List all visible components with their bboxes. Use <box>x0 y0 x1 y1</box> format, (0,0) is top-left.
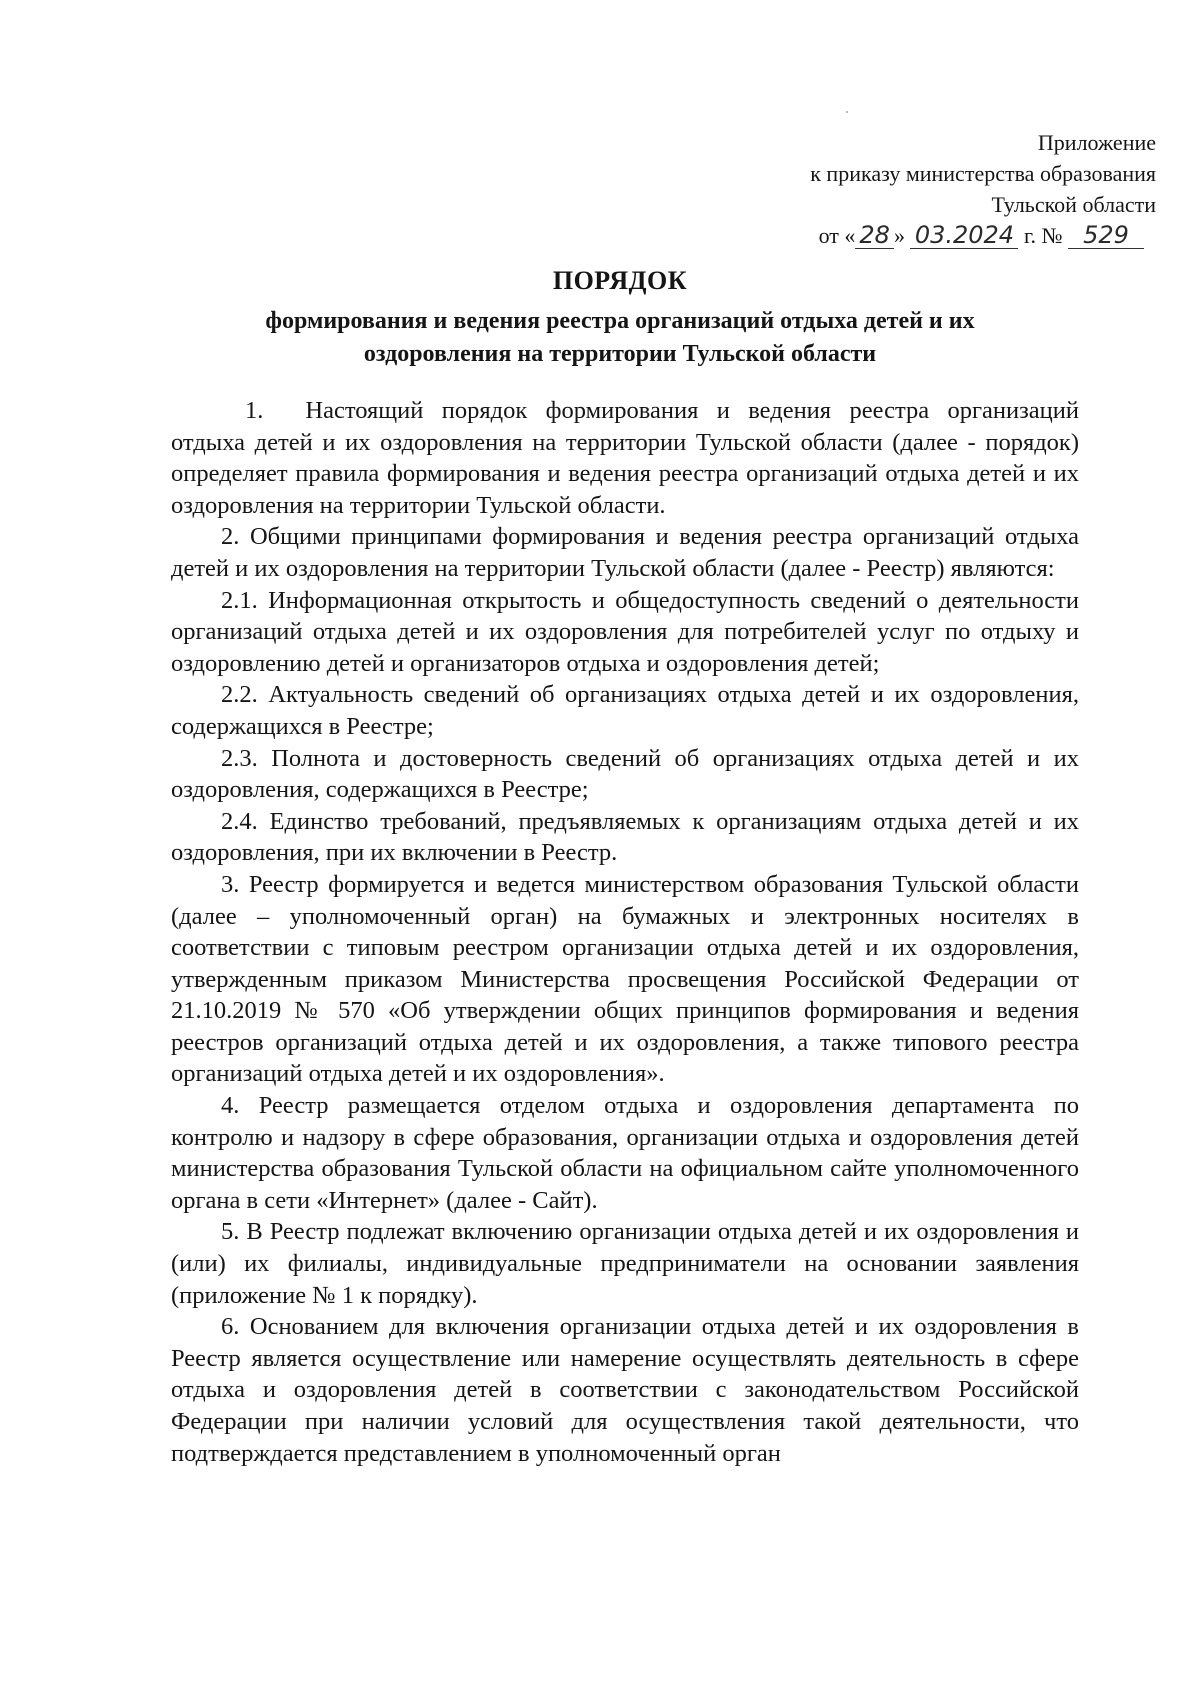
document-body <box>171 395 1079 1469</box>
title-sub-line-2: оздоровления на территории Тульской области <box>363 341 877 367</box>
number-label: г. № <box>1023 223 1063 248</box>
paragraph-2-4: 2.4. Единство требований, предъявляемых к организациям отдыха детей и их оздоровления, при их включении в Реестр. <box>171 807 1079 867</box>
handwritten-day: 28 <box>855 222 894 249</box>
handwritten-order-number: 529 <box>1068 222 1144 249</box>
paragraph-2-3: 2.3. Полнота и достоверность сведений об организациях отдыха детей и их оздоровления, содержащихся в Реестре; <box>171 744 1079 804</box>
appendix-date-line <box>596 220 1156 251</box>
title-main: ПОРЯДОК <box>552 266 688 295</box>
paragraph-2-1: 2.1. Информационная открытость и общедоступность сведений о деятельности организаций отдыха детей и их оздоровления для потребителей услуг по отдыху и оздоровлению детей и организаторов отдыха и оздоровления детей; <box>171 586 1079 677</box>
scan-speck <box>846 111 848 113</box>
paragraph-6: 6. Основанием для включения организации отдыха детей и их оздоровления в Реестр является осуществление или намерение осуществлять деятельность в сфере отдыха и оздоровления детей в соответствии с законодательством Российской Федерации при наличии условий для осуществления такой деятельности, что подтверждается представлением в уполномоченный орган <box>171 1313 1079 1467</box>
appendix-order-ref: к приказу министерства образования <box>810 161 1156 186</box>
document-title <box>150 265 1090 371</box>
date-prefix: от « <box>818 223 856 248</box>
paragraph-2: 2. Общими принципами формирования и ведения реестра организаций отдыха детей и их оздоровления на территории Тульской области (далее - Реестр) являются: <box>171 523 1079 582</box>
paragraph-1 <box>171 395 1079 521</box>
title-sub-line-1: формирования и ведения реестра организаций отдыха детей и их <box>265 308 975 334</box>
appendix-header <box>596 127 1156 251</box>
paragraph-1-text: Настоящий порядок формирования и ведения реестра организаций отдыха детей и их оздоровления на территории Тульской области (далее - порядок) определяет правила формирования и ведения реестра организаций отдыха детей и их оздоровления на территории Тульской области. <box>171 397 1079 519</box>
appendix-label: Приложение <box>1037 130 1156 155</box>
paragraph-2-2: 2.2. Актуальность сведений об организациях отдыха детей и их оздоровления, содержащихся в Реестре; <box>171 681 1079 740</box>
paragraph-1-number: 1. <box>245 397 264 424</box>
paragraph-5: 5. В Реестр подлежат включению организации отдыха детей и их оздоровления и (или) их филиалы, индивидуальные предприниматели на основании заявления (приложение № 1 к порядку). <box>171 1218 1079 1309</box>
handwritten-month-year: 03.2024 <box>910 222 1018 249</box>
date-separator: » <box>893 223 905 248</box>
paragraph-3: 3. Реестр формируется и ведется министерством образования Тульской области (далее – уполномоченный орган) на бумажных и электронных носителях в соответствии с типовым реестром организации отдыха детей и их оздоровления, утвержденным приказом Министерства просвещения Российской Федерации от 21.10.2019 № 570 «Об утверждении общих принципов формирования и ведения реестров организаций отдыха детей и их оздоровления, а также типового реестра организаций отдыха детей и их оздоровления». <box>171 870 1079 1088</box>
appendix-region: Тульской области <box>991 192 1156 217</box>
paragraph-4: 4. Реестр размещается отделом отдыха и оздоровления департамента по контролю и надзору в сфере образования, организации отдыха и оздоровления детей министерства образования Тульской области на официальном сайте уполномоченного органа в сети «Интернет» (далее - Сайт). <box>171 1092 1079 1214</box>
